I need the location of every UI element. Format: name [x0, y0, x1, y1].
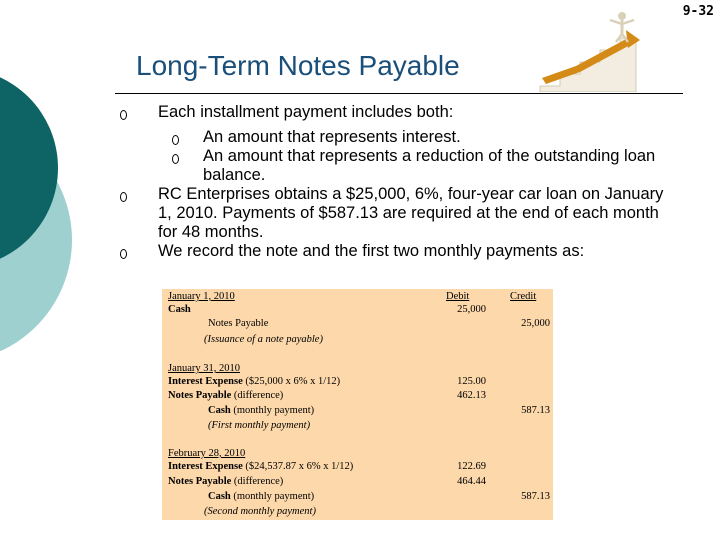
- entry-line: [208, 405, 314, 416]
- credit-amount: 587.13: [521, 405, 550, 416]
- entry-account: Notes Payable: [168, 390, 232, 401]
- entry-memo: (Second monthly payment): [204, 506, 316, 517]
- bullet-item: [120, 242, 680, 261]
- bullet-text: An amount that represents a reduction of the outstanding loan balance.: [203, 147, 656, 184]
- sub-bullet-item: [120, 128, 680, 147]
- entry-detail: (difference): [231, 390, 284, 401]
- debit-amount: 125.00: [457, 376, 486, 387]
- bullet-item: [120, 185, 680, 242]
- entry-line: [168, 376, 340, 387]
- bullet-text: Each installment payment includes both:: [158, 103, 454, 121]
- sub-bullet-item: [120, 147, 680, 185]
- debit-amount: 122.69: [457, 461, 486, 472]
- credit-amount: 25,000: [521, 318, 550, 329]
- entry-detail: ($24,537.87 x 6% x 1/12): [242, 461, 354, 472]
- bullet-list: [120, 103, 680, 261]
- entry-line: [168, 476, 283, 487]
- entry-account: Interest Expense: [168, 461, 243, 472]
- bullet-icon: [120, 249, 127, 259]
- entry-detail: (monthly payment): [230, 405, 315, 416]
- entry-account: Interest Expense: [168, 376, 243, 387]
- stair-climber-illustration: [536, 8, 666, 92]
- debit-amount: 25,000: [457, 304, 486, 315]
- debit-amount: 462.13: [457, 390, 486, 401]
- bullet-text: We record the note and the first two monthly payments as:: [158, 242, 585, 260]
- journal-entries-table: [162, 289, 553, 520]
- bullet-icon: [120, 110, 127, 120]
- debit-amount: 464.44: [457, 476, 486, 487]
- entry-date: January 31, 2010: [168, 363, 241, 374]
- entry-line: [208, 491, 314, 502]
- entry-account: Cash: [208, 491, 231, 502]
- entry-memo: (Issuance of a note payable): [204, 334, 323, 345]
- slide-title: Long-Term Notes Payable: [136, 50, 460, 81]
- bullet-icon: [172, 135, 179, 145]
- credit-amount: 587.13: [521, 491, 550, 502]
- debit-header: Debit: [446, 291, 470, 302]
- bullet-icon: [172, 154, 179, 164]
- bullet-item: [120, 103, 680, 122]
- entry-line: [168, 390, 283, 401]
- title-rule: [115, 93, 683, 94]
- entry-detail: (monthly payment): [230, 491, 315, 502]
- entry-account: Notes Payable: [168, 476, 232, 487]
- entry-account: Cash: [208, 405, 231, 416]
- credit-header: Credit: [510, 291, 537, 302]
- entry-account: Notes Payable: [208, 318, 269, 329]
- entry-date: January 1, 2010: [168, 291, 235, 302]
- entry-memo: (First monthly payment): [208, 420, 311, 431]
- entry-date: February 28, 2010: [168, 448, 246, 459]
- bullet-text: RC Enterprises obtains a $25,000, 6%, four-year car loan on January 1, 2010. Payments of $587.13 are required at the end of each month for 48 months.: [158, 185, 664, 241]
- entry-detail: ($25,000 x 6% x 1/12): [242, 376, 341, 387]
- entry-line: [168, 461, 353, 472]
- bullet-text: An amount that represents interest.: [203, 128, 461, 146]
- bullet-icon: [120, 192, 127, 202]
- entry-account: Cash: [168, 304, 191, 315]
- decorative-circles: [0, 0, 100, 360]
- entry-detail: (difference): [231, 476, 284, 487]
- page-number: 9-32: [682, 4, 714, 19]
